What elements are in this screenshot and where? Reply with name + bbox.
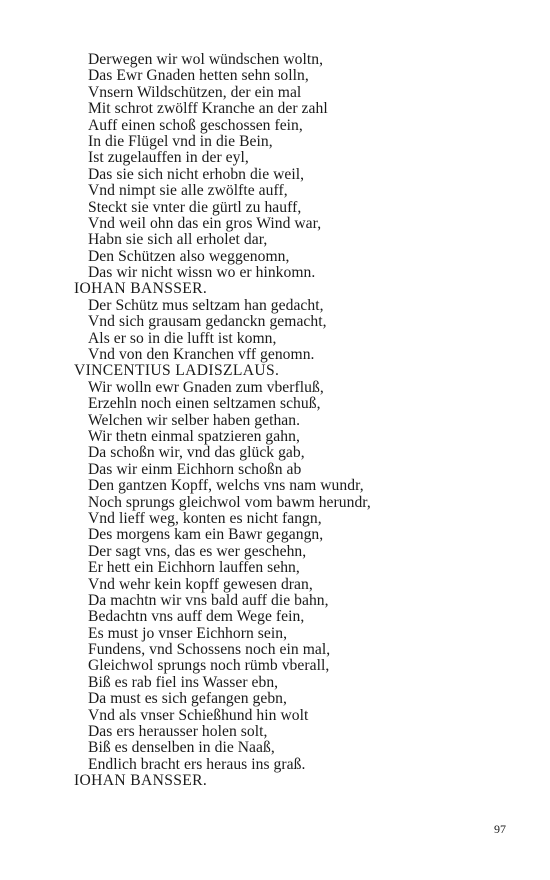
verse-line: Ist zugelauffen in der eyl, bbox=[88, 149, 249, 167]
verse-line: Auff einen schoß geschossen fein, bbox=[88, 116, 303, 134]
verse-line: Das wir nicht wissn wo er hinkomn. bbox=[88, 264, 316, 282]
verse-line: Mit schrot zwölff Kranche an der zahl bbox=[88, 100, 328, 118]
speaker-name: VINCENTIUS LADISZLAUS. bbox=[74, 362, 280, 380]
verse-line: Das wir einm Eichhorn schoßn ab bbox=[88, 460, 302, 478]
verse-line: Biß es denselben in die Naaß, bbox=[88, 739, 275, 757]
verse-line: Welchen wir selber haben gethan. bbox=[88, 411, 301, 429]
verse-line: Da schoßn wir, vnd das glück gab, bbox=[88, 444, 305, 462]
verse-line: Als er so in die lufft ist komn, bbox=[88, 329, 277, 347]
verse-line: Das Ewr Gnaden hetten sehn solln, bbox=[88, 67, 309, 85]
play-text bbox=[74, 52, 514, 790]
verse-line: Bedachtn vns auff dem Wege fein, bbox=[88, 608, 305, 626]
verse-line: Habn sie sich all erholet dar, bbox=[88, 231, 268, 249]
speaker-name: IOHAN BANSSER. bbox=[74, 280, 208, 298]
verse-line: Derwegen wir wol wündschen woltn, bbox=[88, 51, 324, 68]
verse-line: Vnd nimpt sie alle zwölfte auff, bbox=[88, 182, 288, 200]
verse-line: Vnd wehr kein kopff gewesen dran, bbox=[88, 575, 313, 593]
verse-line: Den Schützen also weggenomn, bbox=[88, 247, 290, 265]
page-number: 97 bbox=[494, 822, 506, 836]
verse-line: Den gantzen Kopff, welchs vns nam wundr, bbox=[88, 477, 364, 495]
verse-line: Da must es sich gefangen gebn, bbox=[88, 690, 287, 708]
verse-line: Fundens, vnd Schossens noch ein mal, bbox=[88, 641, 331, 659]
verse-line: Biß es rab fiel ins Wasser ebn, bbox=[88, 673, 279, 691]
verse-line: Vnd sich grausam gedanckn gemacht, bbox=[88, 313, 327, 331]
verse-line: Der sagt vns, das es wer geschehn, bbox=[88, 542, 307, 560]
verse-line: Da machtn wir vns bald auff die bahn, bbox=[88, 591, 329, 609]
verse-line: Steckt sie vnter die gürtl zu hauff, bbox=[88, 198, 302, 216]
verse-line: Wir thetn einmal spatzieren gahn, bbox=[88, 427, 300, 445]
verse-line: Er hett ein Eichhorn lauffen sehn, bbox=[88, 559, 300, 577]
verse-line: Endlich bracht ers heraus ins graß. bbox=[88, 755, 306, 773]
verse-line: Das ers herausser holen solt, bbox=[88, 723, 268, 741]
verse-line: Vnsern Wildschützen, der ein mal bbox=[88, 83, 302, 101]
verse-line: Wir wolln ewr Gnaden zum vberfluß, bbox=[88, 378, 324, 396]
verse-line: Gleichwol sprungs noch rümb vberall, bbox=[88, 657, 330, 675]
verse-line: Erzehln noch einen seltzamen schuß, bbox=[88, 395, 321, 413]
verse-line: Des morgens kam ein Bawr gegangn, bbox=[88, 526, 324, 544]
verse-line: Vnd von den Kranchen vff genomn. bbox=[88, 346, 315, 364]
verse-line: Das sie sich nicht erhobn die weil, bbox=[88, 165, 305, 183]
verse-line: Vnd lieff weg, konten es nicht fangn, bbox=[88, 509, 322, 527]
verse-line: Es must jo vnser Eichhorn sein, bbox=[88, 624, 288, 642]
speaker-name: IOHAN BANSSER. bbox=[74, 772, 208, 790]
verse-line: Noch sprungs gleichwol vom bawm herundr, bbox=[88, 493, 371, 511]
verse-line: Vnd weil ohn das ein gros Wind war, bbox=[88, 214, 322, 232]
verse-line: Der Schütz mus seltzam han gedacht, bbox=[88, 296, 324, 314]
verse-line: Vnd als vnser Schießhund hin wolt bbox=[88, 706, 309, 724]
verse-line: In die Flügel vnd in die Bein, bbox=[88, 132, 273, 150]
